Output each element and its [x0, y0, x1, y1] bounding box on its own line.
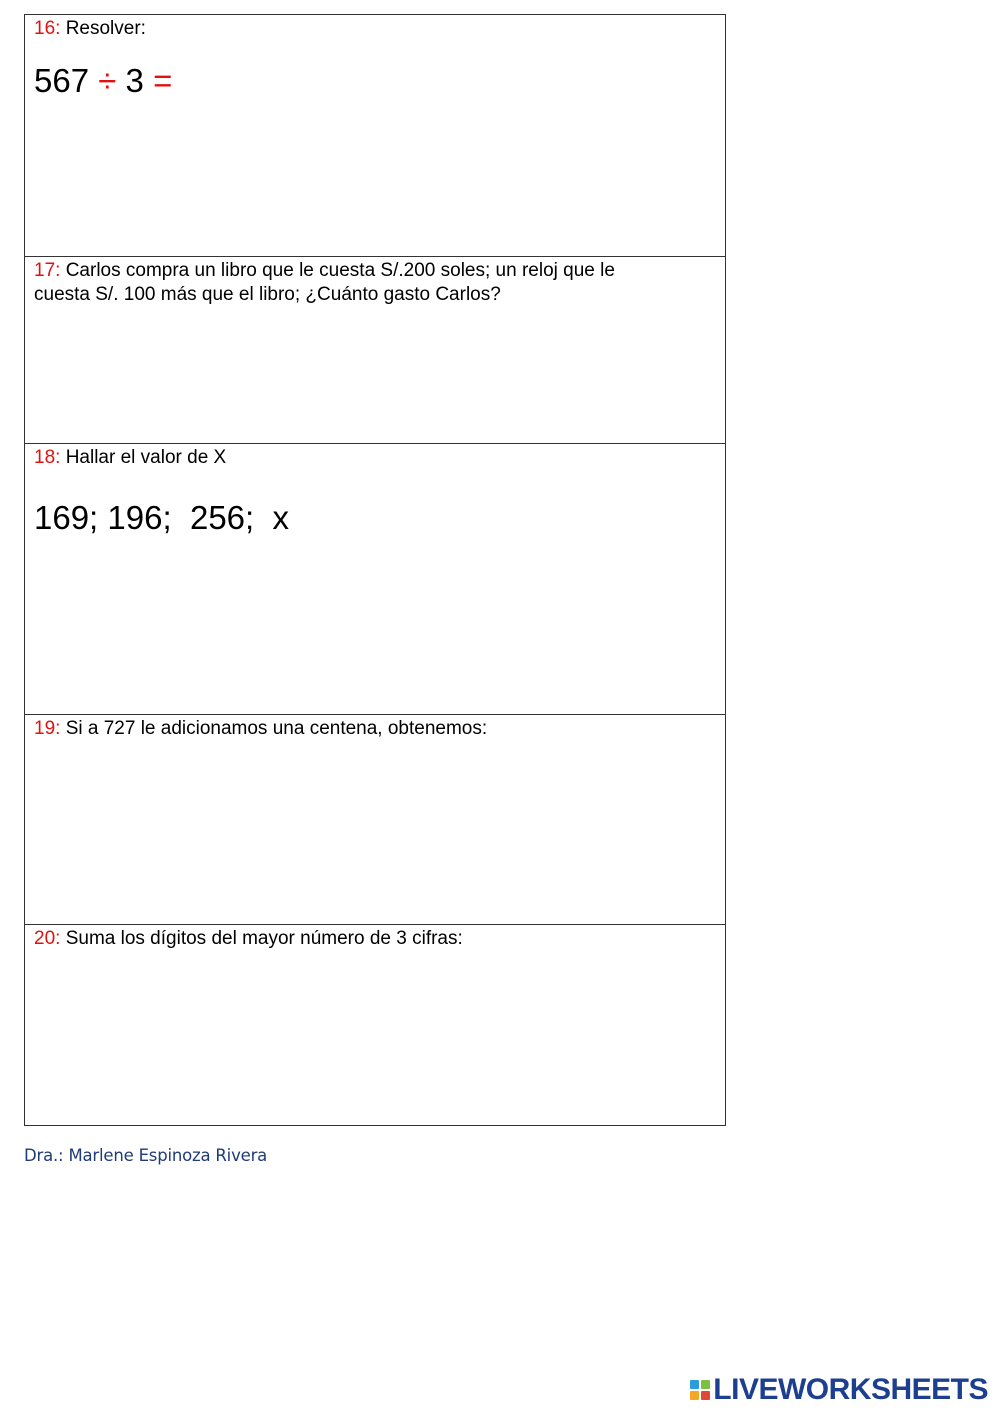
logo-square [701, 1380, 710, 1389]
logo-square [690, 1380, 699, 1389]
question-20-prompt [34, 927, 716, 951]
liveworksheets-brand [690, 1374, 988, 1406]
question-18-number: 18: [34, 447, 61, 468]
author-signature: Dra.: Marlene Espinoza Rivera [24, 1146, 268, 1165]
question-16-number: 16: [34, 18, 61, 39]
question-17-cell [25, 257, 725, 444]
question-17-text: Carlos compra un libro que le cuesta S/.200 soles; un reloj que le cuesta S/. 100 más que el libro; ¿Cuánto gasto Carlos? [34, 260, 615, 305]
question-20-number: 20: [34, 928, 61, 949]
questions-table [24, 14, 726, 1126]
logo-square [701, 1391, 710, 1400]
question-17-number: 17: [34, 260, 61, 281]
division-operator: ÷ [98, 62, 117, 99]
brand-name: LIVEWORKSHEETS [713, 1373, 988, 1406]
question-19-cell [25, 715, 725, 925]
question-16-cell [25, 15, 725, 257]
question-18-text: Hallar el valor de X [60, 447, 227, 468]
dividend: 567 [34, 62, 99, 99]
question-16-prompt [34, 17, 716, 41]
divisor: 3 [116, 62, 154, 99]
question-16-text: Resolver: [60, 18, 146, 39]
number-sequence: 169; 196; 256; x [34, 499, 290, 536]
question-19-number: 19: [34, 718, 61, 739]
division-expression [34, 61, 716, 101]
question-17-prompt [34, 259, 716, 307]
question-20-cell [25, 925, 725, 1125]
question-19-prompt [34, 717, 716, 741]
logo-square [690, 1391, 699, 1400]
equals-sign: = [153, 62, 173, 99]
question-19-text: Si a 727 le adicionamos una centena, obtenemos: [60, 718, 488, 739]
question-18-cell [25, 444, 725, 715]
question-20-text: Suma los dígitos del mayor número de 3 cifras: [60, 928, 463, 949]
question-18-prompt [34, 446, 716, 470]
liveworksheets-logo-icon [690, 1380, 710, 1400]
